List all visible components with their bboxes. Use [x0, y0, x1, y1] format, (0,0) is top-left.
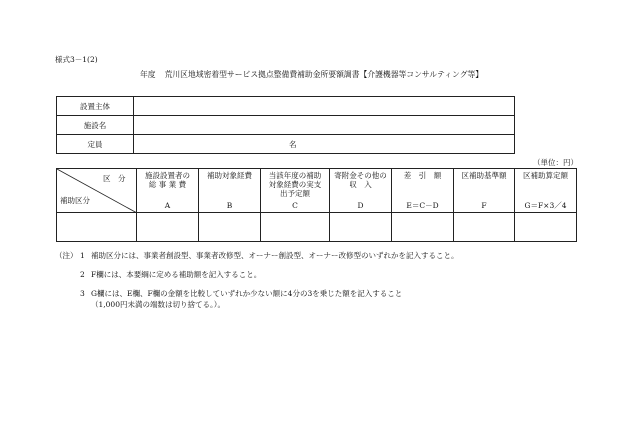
amount-table: [56, 168, 577, 242]
corner-cell: [57, 169, 137, 213]
amount-cell-c[interactable]: [261, 213, 330, 242]
info-row: [57, 116, 515, 135]
form-number: 様式3－1(2): [55, 55, 98, 64]
title-year: 年度: [140, 70, 156, 79]
note-text-continuation: （1,000円未満の端数は切り捨てる。）。: [91, 300, 225, 309]
amount-cell-f[interactable]: [454, 213, 515, 242]
amount-data-row: [57, 213, 577, 242]
column-header: 差 引 額 E＝C－D: [392, 169, 454, 213]
amount-cell-d[interactable]: [330, 213, 392, 242]
info-label: 設置主体: [57, 97, 134, 116]
info-value[interactable]: [134, 135, 515, 154]
subsidy-category-cell[interactable]: [57, 213, 137, 242]
info-label: 施設名: [57, 116, 134, 135]
amount-cell-b[interactable]: [199, 213, 261, 242]
notes-prefix: （注）: [55, 251, 78, 260]
info-value[interactable]: [134, 116, 515, 135]
column-header: 区補助算定額 G＝F×3／4: [515, 169, 577, 213]
capacity-unit: 名: [289, 140, 297, 149]
note-number: 3: [80, 289, 85, 298]
info-row: [57, 97, 515, 116]
corner-bottom-label: 補助区分: [60, 196, 90, 205]
amount-cell-g[interactable]: [515, 213, 577, 242]
note-number: 2: [80, 270, 85, 279]
column-header: 寄附金その他の 収 入 D: [330, 169, 392, 213]
info-table: [56, 96, 515, 154]
column-header: 区補助基準額 F: [454, 169, 515, 213]
info-label: 定員: [57, 135, 134, 154]
corner-top-label: 区 分: [103, 174, 126, 183]
amount-header-row: [57, 169, 577, 213]
document-title: [140, 70, 483, 79]
note-text: 補助区分には、事業者創設型、事業者改修型、オーナー創設型、オーナー改修型のいずれかを記入すること。: [91, 251, 459, 260]
note-number: 1: [80, 251, 85, 260]
amount-cell-e[interactable]: [392, 213, 454, 242]
title-name: 荒川区地域密着型サービス拠点整備費補助金所要額調書【介護機器等コンサルティング等】: [164, 70, 484, 79]
column-header: 補助対象経費 B: [199, 169, 261, 213]
note-text: G欄には、E欄、F欄の金額を比較していずれか少ない額に4分の3を乗じた額を記入すること: [91, 289, 403, 298]
column-header: 施設設置者の総 事 業 費 A: [137, 169, 199, 213]
unit-label: （単位：円）: [533, 158, 578, 167]
column-header: 当該年度の補助対象経費の実支出予定額 C: [261, 169, 330, 213]
info-row: [57, 135, 515, 154]
note-text: F欄には、本要綱に定める補助額を記入すること。: [91, 270, 262, 279]
info-value[interactable]: [134, 97, 515, 116]
amount-cell-a[interactable]: [137, 213, 199, 242]
